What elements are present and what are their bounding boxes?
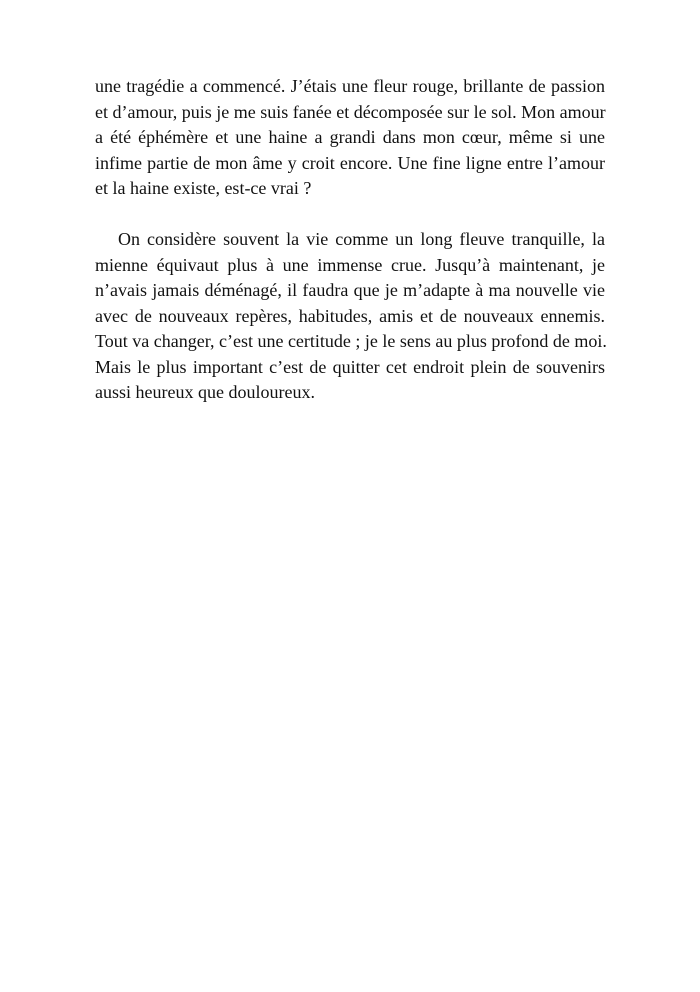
paragraph-2 [95,227,605,406]
text-line: Mais le plus important c’est de quitter cet endroit plein de souvenirs [95,356,605,377]
body-text [95,74,605,406]
text-line: n’avais jamais déménagé, il faudra que je m’adapte à ma nouvelle vie [95,280,605,300]
text-line: a été éphémère et une haine a grandi dans mon cœur, même si une [95,127,605,147]
text-line: On considère souvent la vie comme un long fleuve tranquille, la [118,229,605,249]
text-line: et la haine existe, est-ce vrai ? [95,178,312,198]
text-line: infime partie de mon âme y croit encore. Une fine ligne entre l’amour [95,152,605,173]
text-line: aussi heureux que douloureux. [95,382,315,402]
text-line: Tout va changer, c’est une certitude ; je le sens au plus profond de moi. [95,331,607,351]
text-line: mienne équivaut plus à une immense crue. Jusqu’à maintenant, je [95,254,605,275]
paragraph-spacer [95,202,605,228]
paragraph-1 [95,74,605,202]
text-line: avec de nouveaux repères, habitudes, amis et de nouveaux ennemis. [95,305,605,326]
text-line: et d’amour, puis je me suis fanée et décomposée sur le sol. Mon amour [95,101,606,122]
text-line: une tragédie a commencé. J’étais une fleur rouge, brillante de passion [95,76,605,96]
